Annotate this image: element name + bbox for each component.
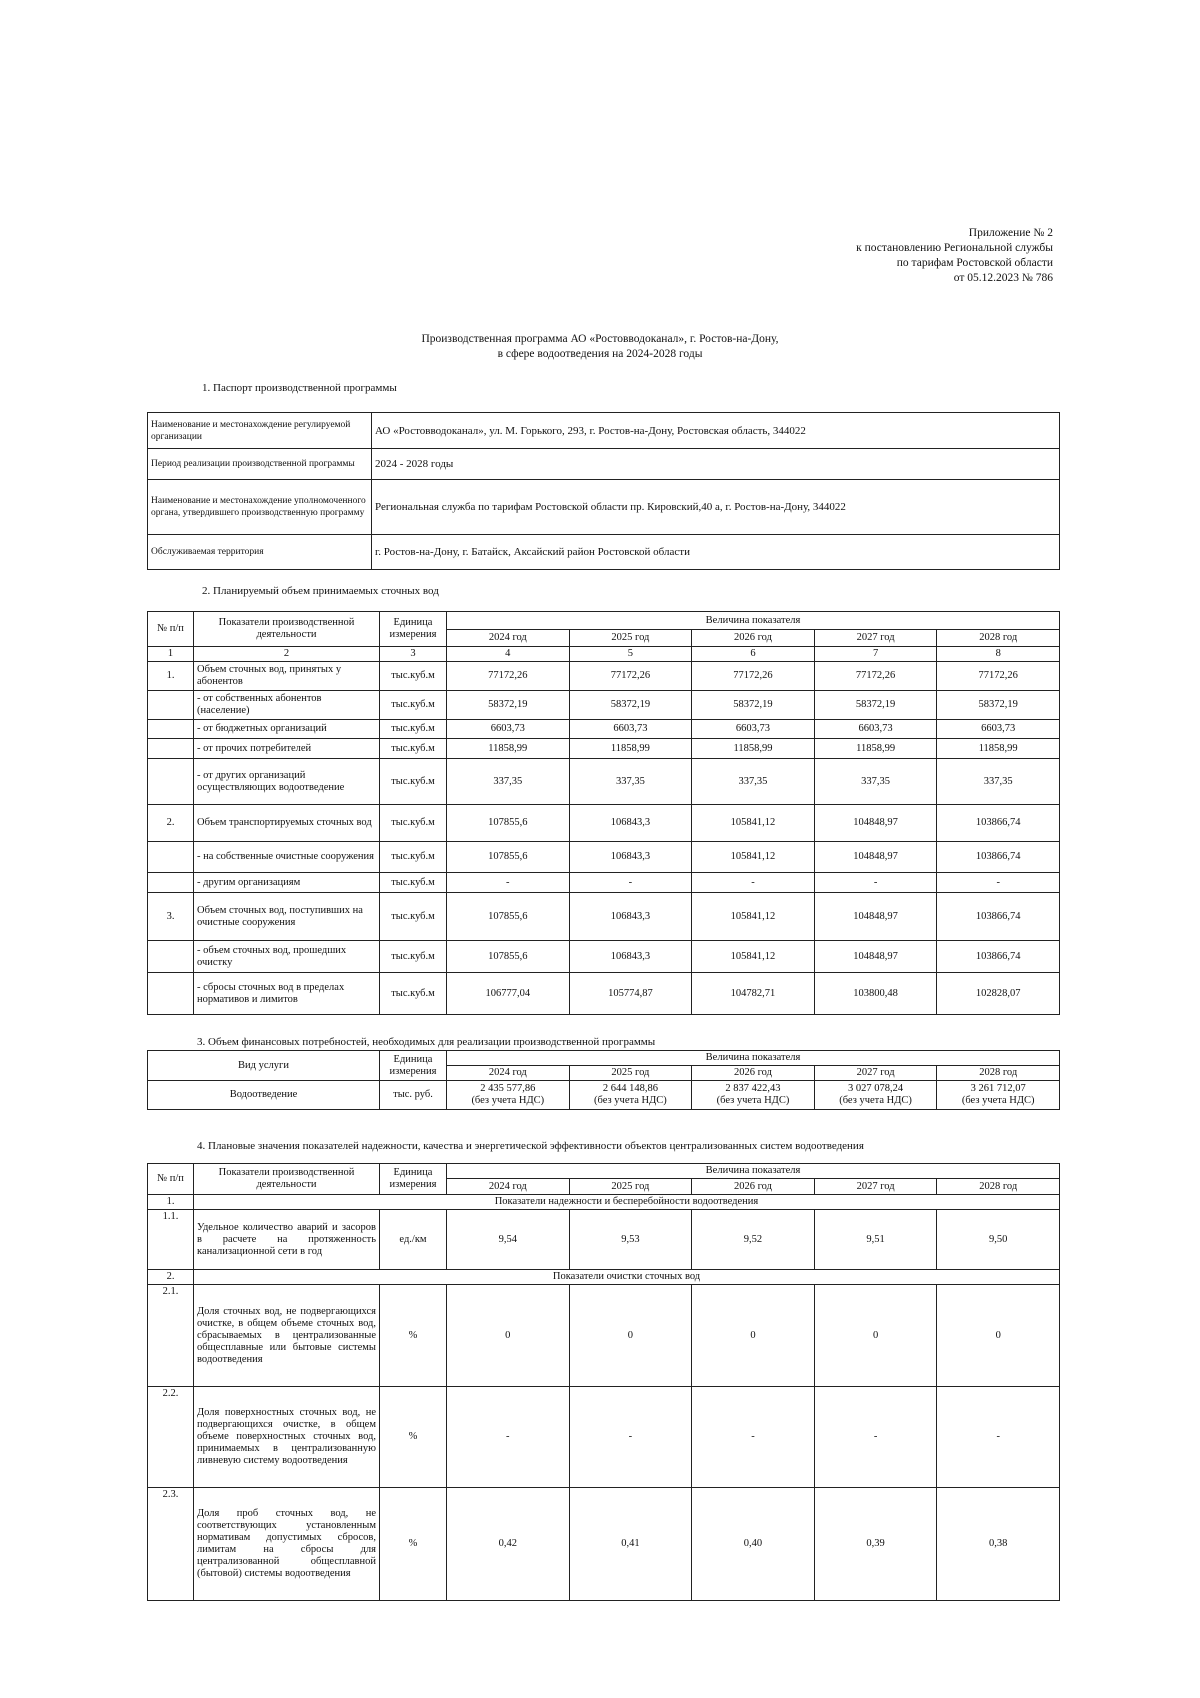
row-unit: тыс.куб.м [380, 691, 447, 720]
table-row [148, 1210, 1060, 1270]
col-header-num: № п/п [148, 612, 194, 647]
group-title: Показатели надежности и бесперебойности водоотведения [194, 1195, 1060, 1210]
row-value: 103800,48 [814, 973, 937, 1015]
year-header: 2028 год [937, 1066, 1060, 1081]
row-value: 6603,73 [569, 720, 692, 739]
column-number: 4 [447, 647, 570, 662]
row-value: 77172,26 [814, 662, 937, 691]
group-row [148, 1270, 1060, 1285]
row-value: 107855,6 [447, 842, 570, 873]
year-header: 2024 год [447, 630, 570, 647]
row-indicator: Доля сточных вод, не подвергающихся очистке, в общем объеме сточных вод, сбрасываемых в централизованные общесплавные или бытовые системы водоотведения [194, 1285, 380, 1387]
row-value: 337,35 [937, 759, 1060, 805]
title-line: Производственная программа АО «Ростовводоканал», г. Ростов-на-Дону, [421, 333, 779, 345]
column-number: 3 [380, 647, 447, 662]
group-number: 2. [148, 1270, 194, 1285]
year-header: 2026 год [692, 1066, 815, 1081]
row-value: 0 [447, 1285, 570, 1387]
finance-value: 2 435 577,86 [480, 1083, 536, 1094]
row-value: 0 [569, 1285, 692, 1387]
finance-cell [937, 1081, 1060, 1110]
row-indicator: - от собственных абонентов (население) [194, 691, 380, 720]
row-value: 9,51 [814, 1210, 937, 1270]
row-value: - [447, 1387, 570, 1488]
group-number: 1. [148, 1195, 194, 1210]
document-title [0, 332, 1200, 362]
row-unit: тыс.куб.м [380, 973, 447, 1015]
year-header: 2025 год [569, 630, 692, 647]
row-number: 2.3. [148, 1488, 194, 1601]
annex-line: по тарифам Ростовской области [896, 257, 1053, 269]
row-value: 6603,73 [692, 720, 815, 739]
row-value: 104848,97 [814, 842, 937, 873]
table-row [148, 805, 1060, 842]
row-unit: тыс.куб.м [380, 720, 447, 739]
col-header-indicator: Показатели производственной деятельности [194, 612, 380, 647]
column-number: 6 [692, 647, 815, 662]
table-row [148, 873, 1060, 893]
section3-title: 3. Объем финансовых потребностей, необходимых для реализации производственной программы [197, 1036, 656, 1048]
row-value: 106843,3 [569, 842, 692, 873]
col-header-unit: Единица измерения [380, 612, 447, 647]
finance-note: (без учета НДС) [961, 1095, 1035, 1106]
row-value: 0,41 [569, 1488, 692, 1601]
col-header-unit: Единица измерения [380, 1051, 447, 1081]
table-row [148, 759, 1060, 805]
row-value: 77172,26 [447, 662, 570, 691]
indicators-table [147, 1163, 1060, 1601]
row-unit: тыс.куб.м [380, 739, 447, 759]
column-number: 8 [937, 647, 1060, 662]
row-value: 106843,3 [569, 805, 692, 842]
table-row [148, 449, 1060, 480]
row-indicator: - от других организаций осуществляющих водоотведение [194, 759, 380, 805]
table-row [148, 893, 1060, 941]
table-row [148, 1488, 1060, 1601]
row-value: 0 [814, 1285, 937, 1387]
row-value: 58372,19 [937, 691, 1060, 720]
passport-value: Региональная служба по тарифам Ростовской области пр. Кировский,40 а, г. Ростов-на-Дону, 344022 [372, 480, 1060, 535]
finance-value: 3 261 712,07 [970, 1083, 1026, 1094]
row-value: 107855,6 [447, 893, 570, 941]
row-indicator: - от прочих потребителей [194, 739, 380, 759]
table-row [148, 739, 1060, 759]
finance-note: (без учета НДС) [716, 1095, 790, 1106]
row-number: 2.2. [148, 1387, 194, 1488]
row-value: - [692, 1387, 815, 1488]
row-value: 104848,97 [814, 805, 937, 842]
row-unit: ед./км [380, 1210, 447, 1270]
row-value: 11858,99 [692, 739, 815, 759]
row-value: 103866,74 [937, 805, 1060, 842]
row-value: 105774,87 [569, 973, 692, 1015]
col-header-unit: Единица измерения [380, 1164, 447, 1195]
row-value: 9,53 [569, 1210, 692, 1270]
finance-value: 2 644 148,86 [602, 1083, 658, 1094]
column-number-row [148, 647, 1060, 662]
column-number: 1 [148, 647, 194, 662]
table-row [148, 413, 1060, 449]
table-row [148, 1387, 1060, 1488]
row-value: 0,38 [937, 1488, 1060, 1601]
row-unit: % [380, 1387, 447, 1488]
row-value: - [937, 1387, 1060, 1488]
annex-line: от 05.12.2023 № 786 [953, 272, 1053, 284]
row-value: 103866,74 [937, 941, 1060, 973]
row-unit: % [380, 1488, 447, 1601]
column-number: 2 [194, 647, 380, 662]
row-number [148, 873, 194, 893]
col-header-indicator: Показатели производственной деятельности [194, 1164, 380, 1195]
row-number [148, 691, 194, 720]
table-row [148, 941, 1060, 973]
year-header: 2027 год [814, 630, 937, 647]
passport-value: г. Ростов-на-Дону, г. Батайск, Аксайский район Ростовской области [372, 535, 1060, 570]
table-row [148, 1081, 1060, 1110]
row-value: 106777,04 [447, 973, 570, 1015]
year-header: 2025 год [569, 1066, 692, 1081]
row-value: 104848,97 [814, 941, 937, 973]
col-header-service: Вид услуги [148, 1051, 380, 1081]
year-header: 2025 год [569, 1179, 692, 1195]
row-value: 337,35 [569, 759, 692, 805]
table-row [148, 842, 1060, 873]
row-value: 0 [692, 1285, 815, 1387]
row-value: 11858,99 [814, 739, 937, 759]
finance-note: (без учета НДС) [839, 1095, 912, 1106]
row-number [148, 941, 194, 973]
row-value: 105841,12 [692, 893, 815, 941]
finance-note: (без учета НДС) [471, 1095, 545, 1106]
row-value: 58372,19 [569, 691, 692, 720]
row-number: 1. [148, 662, 194, 691]
annex-line: к постановлению Региональной службы [856, 242, 1053, 254]
passport-label: Обслуживаемая территория [148, 535, 372, 570]
table-header-row [148, 1164, 1060, 1179]
row-number [148, 739, 194, 759]
row-unit: тыс.куб.м [380, 941, 447, 973]
row-indicator: - от бюджетных организаций [194, 720, 380, 739]
row-value: 9,54 [447, 1210, 570, 1270]
row-value: 105841,12 [692, 941, 815, 973]
year-header: 2024 год [447, 1066, 570, 1081]
passport-table [147, 412, 1060, 570]
row-value: - [692, 873, 815, 893]
row-value: 103866,74 [937, 893, 1060, 941]
row-value: 58372,19 [692, 691, 815, 720]
finance-value: 3 027 078,24 [848, 1083, 904, 1094]
row-value: 9,52 [692, 1210, 815, 1270]
row-unit: тыс.куб.м [380, 759, 447, 805]
table-row [148, 720, 1060, 739]
row-value: 0 [937, 1285, 1060, 1387]
table-row [148, 973, 1060, 1015]
year-header: 2026 год [692, 630, 815, 647]
row-value: 11858,99 [447, 739, 570, 759]
row-indicator: Доля поверхностных сточных вод, не подвергающихся очистке, в общем объеме поверхностных сточных вод, принимаемых в централизованную ливневую систему водоотведения [194, 1387, 380, 1488]
year-header: 2027 год [814, 1066, 937, 1081]
row-value: 6603,73 [814, 720, 937, 739]
row-number: 1.1. [148, 1210, 194, 1270]
row-value: 105841,12 [692, 805, 815, 842]
row-value: 58372,19 [447, 691, 570, 720]
table-row [148, 535, 1060, 570]
finance-cell [814, 1081, 937, 1110]
service-name: Водоотведение [148, 1081, 380, 1110]
row-value: 104782,71 [692, 973, 815, 1015]
row-unit: тыс.куб.м [380, 662, 447, 691]
passport-label: Наименование и местонахождение уполномоченного органа, утвердившего производственную программу [148, 480, 372, 535]
finance-cell [569, 1081, 692, 1110]
passport-value: 2024 - 2028 годы [372, 449, 1060, 480]
row-value: 9,50 [937, 1210, 1060, 1270]
table-row [148, 1285, 1060, 1387]
section2-title: 2. Планируемый объем принимаемых сточных вод [202, 585, 439, 597]
passport-label: Наименование и местонахождение регулируемой организации [148, 413, 372, 449]
row-value: 105841,12 [692, 842, 815, 873]
year-header: 2027 год [814, 1179, 937, 1195]
row-unit: тыс.куб.м [380, 873, 447, 893]
row-unit: тыс.куб.м [380, 893, 447, 941]
title-line: в сфере водоотведения на 2024-2028 годы [497, 348, 703, 360]
row-number: 3. [148, 893, 194, 941]
row-value: 6603,73 [447, 720, 570, 739]
passport-label: Период реализации производственной программы [148, 449, 372, 480]
row-value: 337,35 [814, 759, 937, 805]
row-unit: тыс.куб.м [380, 805, 447, 842]
column-number: 7 [814, 647, 937, 662]
volume-table [147, 611, 1060, 1015]
row-value: 107855,6 [447, 805, 570, 842]
column-number: 5 [569, 647, 692, 662]
row-indicator: - объем сточных вод, прошедших очистку [194, 941, 380, 973]
row-number [148, 973, 194, 1015]
row-indicator: Доля проб сточных вод, не соответствующих установленным нормативам допустимых сбросов, лимитам на сбросы для централизованной общесплавной (бытовой) системы водоотведения [194, 1488, 380, 1601]
row-indicator: - сбросы сточных вод в пределах нормативов и лимитов [194, 973, 380, 1015]
service-unit: тыс. руб. [380, 1081, 447, 1110]
row-number: 2. [148, 805, 194, 842]
table-row [148, 480, 1060, 535]
row-value: - [814, 1387, 937, 1488]
col-header-value: Величина показателя [447, 612, 1060, 630]
row-value: 106843,3 [569, 941, 692, 973]
row-value: 107855,6 [447, 941, 570, 973]
row-value: 337,35 [692, 759, 815, 805]
row-value: 58372,19 [814, 691, 937, 720]
row-value: 0,42 [447, 1488, 570, 1601]
row-unit: % [380, 1285, 447, 1387]
table-header-row [148, 1051, 1060, 1066]
annex-block [856, 226, 1053, 286]
annex-line: Приложение № 2 [968, 227, 1053, 239]
section4-title: 4. Плановые значения показателей надежности, качества и энергетической эффективности объектов централизованных систем водоотведения [197, 1140, 864, 1152]
row-value: 104848,97 [814, 893, 937, 941]
year-header: 2028 год [937, 1179, 1060, 1195]
finance-value: 2 837 422,43 [725, 1083, 781, 1094]
row-value: 103866,74 [937, 842, 1060, 873]
col-header-value: Величина показателя [447, 1051, 1060, 1066]
row-value: 77172,26 [569, 662, 692, 691]
year-header: 2028 год [937, 630, 1060, 647]
section1-title: 1. Паспорт производственной программы [202, 382, 397, 394]
row-value: 337,35 [447, 759, 570, 805]
group-title: Показатели очистки сточных вод [194, 1270, 1060, 1285]
row-indicator: - на собственные очистные сооружения [194, 842, 380, 873]
row-value: 77172,26 [692, 662, 815, 691]
row-value: 6603,73 [937, 720, 1060, 739]
row-indicator: Объем транспортируемых сточных вод [194, 805, 380, 842]
row-number [148, 720, 194, 739]
row-value: 0,39 [814, 1488, 937, 1601]
row-unit: тыс.куб.м [380, 842, 447, 873]
table-header-row [148, 612, 1060, 630]
finance-table [147, 1050, 1060, 1110]
row-value: - [814, 873, 937, 893]
finance-cell [692, 1081, 815, 1110]
row-value: 102828,07 [937, 973, 1060, 1015]
row-value: - [447, 873, 570, 893]
row-value: 77172,26 [937, 662, 1060, 691]
row-value: - [937, 873, 1060, 893]
row-number [148, 842, 194, 873]
row-number [148, 759, 194, 805]
row-value: 11858,99 [937, 739, 1060, 759]
row-indicator: Объем сточных вод, поступивших на очистные сооружения [194, 893, 380, 941]
table-row [148, 662, 1060, 691]
year-header: 2026 год [692, 1179, 815, 1195]
finance-note: (без учета НДС) [594, 1095, 667, 1106]
group-row [148, 1195, 1060, 1210]
table-row [148, 691, 1060, 720]
row-value: 11858,99 [569, 739, 692, 759]
row-indicator: Объем сточных вод, принятых у абонентов [194, 662, 380, 691]
row-value: 106843,3 [569, 893, 692, 941]
row-indicator: - другим организациям [194, 873, 380, 893]
passport-value: АО «Ростовводоканал», ул. М. Горького, 293, г. Ростов-на-Дону, Ростовская область, 344022 [372, 413, 1060, 449]
col-header-num: № п/п [148, 1164, 194, 1195]
year-header: 2024 год [447, 1179, 570, 1195]
row-indicator: Удельное количество аварий и засоров в расчете на протяженность канализационной сети в год [194, 1210, 380, 1270]
row-number: 2.1. [148, 1285, 194, 1387]
row-value: - [569, 873, 692, 893]
col-header-value: Величина показателя [447, 1164, 1060, 1179]
row-value: - [569, 1387, 692, 1488]
finance-cell [447, 1081, 570, 1110]
row-value: 0,40 [692, 1488, 815, 1601]
